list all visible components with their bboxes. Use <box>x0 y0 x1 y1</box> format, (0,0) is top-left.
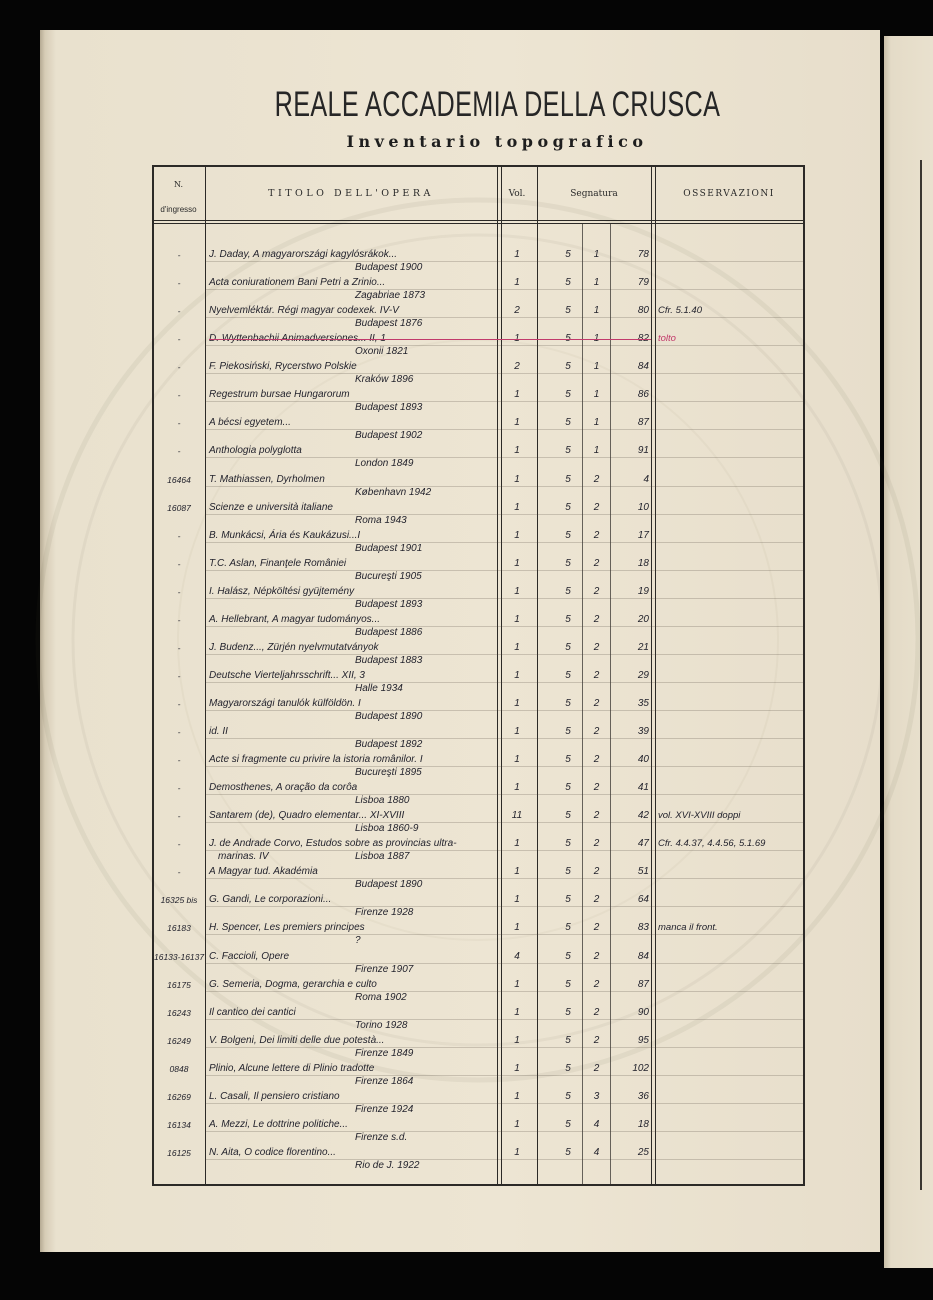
entry-title: F. Piekosiński, Rycerstwo Polskie <box>209 361 357 373</box>
shelfmark-case: 5 <box>565 305 571 317</box>
entry-volumes: 1 <box>514 641 520 653</box>
entry-volumes: 1 <box>514 613 520 625</box>
entry-number: - <box>177 250 181 260</box>
entry-number: 16125 <box>167 1147 191 1158</box>
shelfmark-case: 5 <box>565 754 571 766</box>
shelfmark-case: 5 <box>565 585 571 597</box>
shelfmark-case: 5 <box>565 613 571 625</box>
table-row <box>0 248 933 276</box>
shelfmark-case: 5 <box>565 1146 571 1158</box>
shelfmark-number: 78 <box>637 249 649 260</box>
entry-volumes: 2 <box>514 305 520 317</box>
shelfmark-number: 39 <box>637 726 649 737</box>
shelfmark-shelf: 2 <box>593 810 600 822</box>
table-row <box>0 893 933 921</box>
header-segnatura: Segnatura <box>570 189 618 199</box>
entry-volumes: 1 <box>514 389 520 401</box>
shelfmark-shelf: 2 <box>593 726 600 737</box>
entry-volumes: 1 <box>514 557 520 569</box>
strikethrough-line <box>209 339 651 340</box>
shelfmark-number: 80 <box>637 305 649 317</box>
entry-observation: Cfr. 5.1.40 <box>658 305 703 317</box>
table-row <box>0 753 933 781</box>
entry-title: H. Spencer, Les premiers principes <box>209 922 365 934</box>
table-row <box>0 444 933 472</box>
shelfmark-case: 5 <box>565 529 571 541</box>
entry-volumes: 1 <box>514 669 520 681</box>
entry-title: C. Faccioli, Opere <box>209 950 290 962</box>
entry-number: - <box>177 670 181 681</box>
shelfmark-case: 5 <box>565 473 571 485</box>
entry-volumes: 1 <box>514 922 520 934</box>
shelfmark-number: 84 <box>637 950 649 962</box>
header-n: N. <box>173 180 184 189</box>
table-row <box>0 865 933 893</box>
shelfmark-shelf: 2 <box>593 894 600 906</box>
entry-title: G. Gandi, Le corporazioni... <box>209 894 332 906</box>
shelfmark-number: 21 <box>637 641 649 653</box>
header-titolo: TITOLO DELL'OPERA <box>268 188 434 199</box>
entry-title: Nyelvemléktár. Régi magyar codexek. IV-V <box>209 305 399 317</box>
entry-title: Demosthenes, A oração da corôa <box>209 782 358 794</box>
shelfmark-shelf: 1 <box>593 361 600 373</box>
entry-number: - <box>177 839 181 850</box>
shelfmark-shelf: 2 <box>593 669 600 681</box>
shelfmark-case: 5 <box>565 641 571 653</box>
shelfmark-shelf: 2 <box>593 978 600 990</box>
entry-number: 16269 <box>167 1091 191 1102</box>
entry-title: T.C. Aslan, Finanţele României <box>209 557 347 569</box>
entry-volumes: 1 <box>514 473 520 485</box>
entry-place-date: London 1849 <box>355 458 414 470</box>
entry-place-date: Budapest 1876 <box>355 318 423 330</box>
entry-place-date: Budapest 1892 <box>355 739 423 750</box>
table-row <box>0 557 933 585</box>
entry-volumes: 1 <box>514 866 520 878</box>
entry-place-date: Budapest 1890 <box>355 711 423 722</box>
shelfmark-case: 5 <box>565 726 571 737</box>
header-vol: Vol. <box>508 189 526 199</box>
table-row <box>0 837 933 865</box>
entry-place-date: Budapest 1893 <box>355 598 423 610</box>
entry-title: N. Aita, O codice florentino... <box>209 1146 336 1158</box>
table-row <box>0 697 933 725</box>
shelfmark-number: 17 <box>637 529 649 541</box>
table-row <box>0 613 933 641</box>
entry-place-date: Firenze 1864 <box>355 1075 414 1087</box>
entry-volumes: 1 <box>514 1006 520 1018</box>
header-bottom-rule-double <box>152 223 805 224</box>
shelfmark-number: 91 <box>637 445 649 457</box>
table-row <box>0 276 933 304</box>
entry-volumes: 1 <box>514 726 520 737</box>
shelfmark-number: 36 <box>637 1090 649 1102</box>
entry-number: - <box>177 530 181 541</box>
shelfmark-number: 29 <box>637 669 649 681</box>
table-bottom-border <box>152 1184 805 1186</box>
shelfmark-shelf: 2 <box>593 698 600 709</box>
shelfmark-case: 5 <box>565 1034 571 1046</box>
shelfmark-number: 10 <box>637 501 649 513</box>
shelfmark-case: 5 <box>565 950 571 962</box>
entry-volumes: 1 <box>514 838 520 850</box>
entry-title: A bécsi egyetem... <box>209 417 291 429</box>
entry-observation: Cfr. 4.4.37, 4.4.56, 5.1.69 <box>658 838 766 850</box>
shelfmark-shelf: 2 <box>593 585 600 597</box>
entry-observation: vol. XVI-XVIII doppi <box>658 810 741 822</box>
shelfmark-number: 19 <box>637 585 649 597</box>
shelfmark-number: 86 <box>637 389 649 401</box>
shelfmark-case: 5 <box>565 810 571 822</box>
entry-place-date: ? <box>355 935 361 947</box>
shelfmark-shelf: 2 <box>593 1034 600 1046</box>
entry-observation: manca il front. <box>658 922 718 934</box>
page-subtitle <box>62 133 932 152</box>
shelfmark-number: 25 <box>637 1146 649 1158</box>
entry-place-date: Firenze 1849 <box>355 1047 414 1059</box>
table-row <box>0 1062 933 1090</box>
entry-place-date: Roma 1902 <box>355 991 407 1003</box>
shelfmark-number: 90 <box>637 1006 649 1018</box>
entry-place-date: Budapest 1893 <box>355 402 423 414</box>
shelfmark-number: 64 <box>637 894 649 906</box>
entry-volumes: 1 <box>514 501 520 513</box>
shelfmark-case: 5 <box>565 1006 571 1018</box>
shelfmark-shelf: 1 <box>593 277 600 289</box>
entry-title: Acte si fragmente cu privire la istoria românilor. I <box>209 754 423 766</box>
table-row <box>0 950 933 978</box>
entry-volumes: 1 <box>514 1146 520 1158</box>
entry-volumes: 1 <box>514 417 520 429</box>
shelfmark-number: 79 <box>637 277 649 289</box>
shelfmark-number: 84 <box>637 361 649 373</box>
shelfmark-shelf: 2 <box>593 866 600 878</box>
shelfmark-case: 5 <box>565 838 571 850</box>
table-row <box>0 1034 933 1062</box>
entry-place-date: Firenze 1907 <box>355 963 414 975</box>
table-row <box>0 416 933 444</box>
entry-number: - <box>177 727 181 737</box>
table-row <box>0 641 933 669</box>
shelfmark-number: 47 <box>637 838 649 850</box>
table-row <box>0 1090 933 1118</box>
shelfmark-shelf: 1 <box>593 389 600 401</box>
table-row <box>0 501 933 529</box>
table-row <box>0 978 933 1006</box>
shelfmark-shelf: 1 <box>593 305 600 317</box>
shelfmark-shelf: 1 <box>593 417 600 429</box>
shelfmark-shelf: 2 <box>593 838 600 850</box>
table-row <box>0 1146 933 1174</box>
entry-place-date: Budapest 1883 <box>355 654 423 666</box>
shelfmark-case: 5 <box>565 922 571 934</box>
entry-place-date: Bucureşti 1895 <box>355 767 422 779</box>
entry-number: 16183 <box>167 923 191 934</box>
entry-volumes: 1 <box>514 698 520 709</box>
shelfmark-shelf: 1 <box>593 249 600 260</box>
entry-title: Santarem (de), Quadro elementar... XI-XVIII <box>209 810 405 822</box>
entry-number: - <box>177 614 181 625</box>
shelfmark-case: 5 <box>565 1090 571 1102</box>
shelfmark-number: 42 <box>637 810 649 822</box>
entry-volumes: 1 <box>514 445 520 457</box>
shelfmark-number: 83 <box>637 922 649 934</box>
entry-volumes: 1 <box>514 249 520 260</box>
entry-number: - <box>177 306 181 317</box>
shelfmark-case: 5 <box>565 698 571 709</box>
entry-number: 16464 <box>167 474 191 485</box>
shelfmark-case: 5 <box>565 866 571 878</box>
entry-number: - <box>177 558 181 569</box>
shelfmark-case: 5 <box>565 782 571 794</box>
shelfmark-number: 51 <box>637 866 649 878</box>
table-row <box>0 921 933 949</box>
table-top-border <box>152 165 805 167</box>
table-row <box>0 585 933 613</box>
entry-place-date: Halle 1934 <box>355 682 403 694</box>
shelfmark-case: 5 <box>565 557 571 569</box>
page-title-text: REALE ACCADEMIA DELLA CRUSCA <box>274 85 720 124</box>
entry-title: G. Semeria, Dogma, gerarchia e culto <box>209 978 377 990</box>
entry-number: - <box>177 699 181 709</box>
shelfmark-shelf: 2 <box>593 557 600 569</box>
table-row <box>0 781 933 809</box>
shelfmark-shelf: 3 <box>593 1090 600 1102</box>
entry-title: A. Hellebrant, A magyar tudományos... <box>209 613 381 625</box>
shelfmark-shelf: 2 <box>593 754 600 766</box>
entry-number: 16243 <box>167 1007 191 1018</box>
entry-title: Regestrum bursae Hungarorum <box>209 389 350 401</box>
entry-place-date: Lisboa 1860-9 <box>355 823 419 835</box>
shelfmark-number: 87 <box>637 978 649 990</box>
header-osservazioni: OSSERVAZIONI <box>683 189 775 199</box>
entry-number: - <box>177 362 181 373</box>
entry-volumes: 1 <box>514 1034 520 1046</box>
entry-volumes: 1 <box>514 1118 520 1130</box>
entry-title-continuation: marinas. IV <box>218 851 269 863</box>
shelfmark-case: 5 <box>565 1062 571 1074</box>
shelfmark-shelf: 4 <box>593 1146 600 1158</box>
entry-volumes: 1 <box>514 978 520 990</box>
entry-volumes: 1 <box>514 529 520 541</box>
shelfmark-case: 5 <box>565 277 571 289</box>
entry-number: - <box>177 783 181 794</box>
entry-title: I. Halász, Népköltési gyüjtemény <box>209 585 355 597</box>
shelfmark-case: 5 <box>565 1118 571 1130</box>
entry-volumes: 1 <box>514 754 520 766</box>
entry-number: 16134 <box>167 1119 191 1130</box>
entry-place-date: Firenze s.d. <box>355 1131 408 1143</box>
entry-title: Acta coniurationem Bani Petri a Zrinio... <box>209 277 386 289</box>
entry-number: - <box>177 446 181 457</box>
shelfmark-shelf: 2 <box>593 782 600 794</box>
table-row <box>0 332 933 360</box>
entry-number: - <box>177 811 181 822</box>
entry-title: A. Mezzi, Le dottrine politiche... <box>209 1118 348 1130</box>
entry-volumes: 4 <box>514 950 520 962</box>
entry-volumes: 11 <box>511 810 523 822</box>
entry-title: T. Mathiassen, Dyrholmen <box>209 473 325 485</box>
shelfmark-case: 5 <box>565 417 571 429</box>
entry-title: Magyarországi tanulók külföldön. I <box>209 698 361 709</box>
entry-volumes: 1 <box>514 1062 520 1074</box>
entry-title: J. de Andrade Corvo, Estudos sobre as provincias ultra- <box>209 838 457 850</box>
entry-title: J. Daday, A magyarországi kagylósrákok... <box>209 249 398 260</box>
table-row <box>0 669 933 697</box>
entry-place-date: Budapest 1890 <box>355 879 423 891</box>
table-row <box>0 1118 933 1146</box>
shelfmark-shelf: 2 <box>593 501 600 513</box>
entry-number: - <box>177 390 181 401</box>
entry-place-date: Budapest 1901 <box>355 542 423 554</box>
entry-number: - <box>177 586 181 597</box>
shelfmark-case: 5 <box>565 249 571 260</box>
table-row <box>0 360 933 388</box>
shelfmark-case: 5 <box>565 389 571 401</box>
entry-place-date: Budapest 1886 <box>355 626 423 638</box>
entry-volumes: 1 <box>514 782 520 794</box>
shelfmark-number: 4 <box>643 473 649 485</box>
shelfmark-case: 5 <box>565 501 571 513</box>
shelfmark-shelf: 4 <box>593 1118 600 1130</box>
table-row <box>0 809 933 837</box>
entry-title: L. Casali, Il pensiero cristiano <box>209 1090 340 1102</box>
entry-place-date: Torino 1928 <box>355 1019 408 1031</box>
entry-title: Scienze e università italiane <box>209 501 333 513</box>
entry-title: A Magyar tud. Akadémia <box>209 866 318 878</box>
entry-title: Il cantico dei cantici <box>209 1006 296 1018</box>
entry-volumes: 1 <box>514 894 520 906</box>
entry-number: 16249 <box>167 1035 191 1046</box>
entry-volumes: 2 <box>514 361 520 373</box>
entry-place-date: Firenze 1924 <box>355 1103 414 1115</box>
entry-title: B. Munkácsi, Ária és Kaukázusi...I <box>209 529 361 541</box>
entry-place-date: Oxonii 1821 <box>355 346 409 358</box>
shelfmark-number: 102 <box>632 1062 649 1074</box>
entry-volumes: 1 <box>514 585 520 597</box>
entry-number: - <box>177 642 181 653</box>
shelfmark-shelf: 2 <box>593 641 600 653</box>
entry-place-date: Kraków 1896 <box>355 374 414 386</box>
page-subtitle-text: Inventario topografico <box>346 132 648 151</box>
table-row <box>0 304 933 332</box>
shelfmark-case: 5 <box>565 978 571 990</box>
entry-title: J. Budenz..., Zürjén nyelvmutatványok <box>209 641 379 653</box>
entry-place-date: Budapest 1902 <box>355 430 423 442</box>
shelfmark-shelf: 2 <box>593 1062 600 1074</box>
entry-number: 0848 <box>169 1063 189 1074</box>
entry-number: 16175 <box>167 979 191 990</box>
entry-number: - <box>177 867 181 878</box>
shelfmark-number: 87 <box>637 417 649 429</box>
entry-place-date: København 1942 <box>355 486 432 498</box>
shelfmark-number: 20 <box>637 613 649 625</box>
entry-number: 16133-16137 <box>154 951 205 962</box>
entry-place-date: Lisboa 1887 <box>355 851 410 863</box>
header-ingresso: d'ingresso <box>160 205 197 214</box>
shelfmark-case: 5 <box>565 361 571 373</box>
shelfmark-shelf: 2 <box>593 1006 600 1018</box>
entry-place-date: Roma 1943 <box>355 514 407 526</box>
shelfmark-shelf: 2 <box>593 922 600 934</box>
entry-volumes: 1 <box>514 1090 520 1102</box>
entry-place-date: Zagabriae 1873 <box>355 290 426 302</box>
entry-number: 16325 bis <box>160 895 198 906</box>
shelfmark-shelf: 2 <box>593 950 600 962</box>
entry-number: - <box>177 278 181 289</box>
shelfmark-number: 18 <box>637 1118 649 1130</box>
entry-number: - <box>177 334 181 345</box>
shelfmark-number: 95 <box>637 1034 649 1046</box>
shelfmark-case: 5 <box>565 894 571 906</box>
shelfmark-shelf: 2 <box>593 613 600 625</box>
entry-volumes: 1 <box>514 277 520 289</box>
entry-place-date: Firenze 1928 <box>355 907 414 919</box>
entry-place-date: Rio de J. 1922 <box>355 1159 420 1171</box>
entry-number: - <box>177 755 181 766</box>
entry-observation: tolto <box>658 333 676 345</box>
entry-title: Anthologia polyglotta <box>209 445 302 457</box>
table-row <box>0 529 933 557</box>
page-title <box>62 87 932 123</box>
shelfmark-number: 41 <box>637 782 649 794</box>
shelfmark-shelf: 2 <box>593 529 600 541</box>
entry-number: 16087 <box>167 502 191 513</box>
table-row <box>0 473 933 501</box>
entry-title: Deutsche Vierteljahrsschrift... XII, 3 <box>209 669 365 681</box>
entry-number: - <box>177 418 181 429</box>
entry-place-date: Bucureşti 1905 <box>355 570 422 582</box>
table-row <box>0 388 933 416</box>
shelfmark-case: 5 <box>565 445 571 457</box>
entry-title: Plinio, Alcune lettere di Plinio tradotte <box>209 1062 375 1074</box>
entry-title: id. II <box>209 726 228 737</box>
table-row <box>0 725 933 753</box>
shelfmark-shelf: 2 <box>593 473 600 485</box>
shelfmark-number: 35 <box>637 698 649 709</box>
header-bottom-rule <box>152 220 805 221</box>
entry-title: V. Bolgeni, Dei limiti delle due potestà... <box>209 1034 385 1046</box>
entry-place-date: Lisboa 1880 <box>355 795 410 807</box>
entry-place-date: Budapest 1900 <box>355 262 423 273</box>
shelfmark-number: 40 <box>637 754 649 766</box>
shelfmark-shelf: 1 <box>593 445 600 457</box>
shelfmark-case: 5 <box>565 669 571 681</box>
table-row <box>0 1006 933 1034</box>
shelfmark-number: 18 <box>637 557 649 569</box>
